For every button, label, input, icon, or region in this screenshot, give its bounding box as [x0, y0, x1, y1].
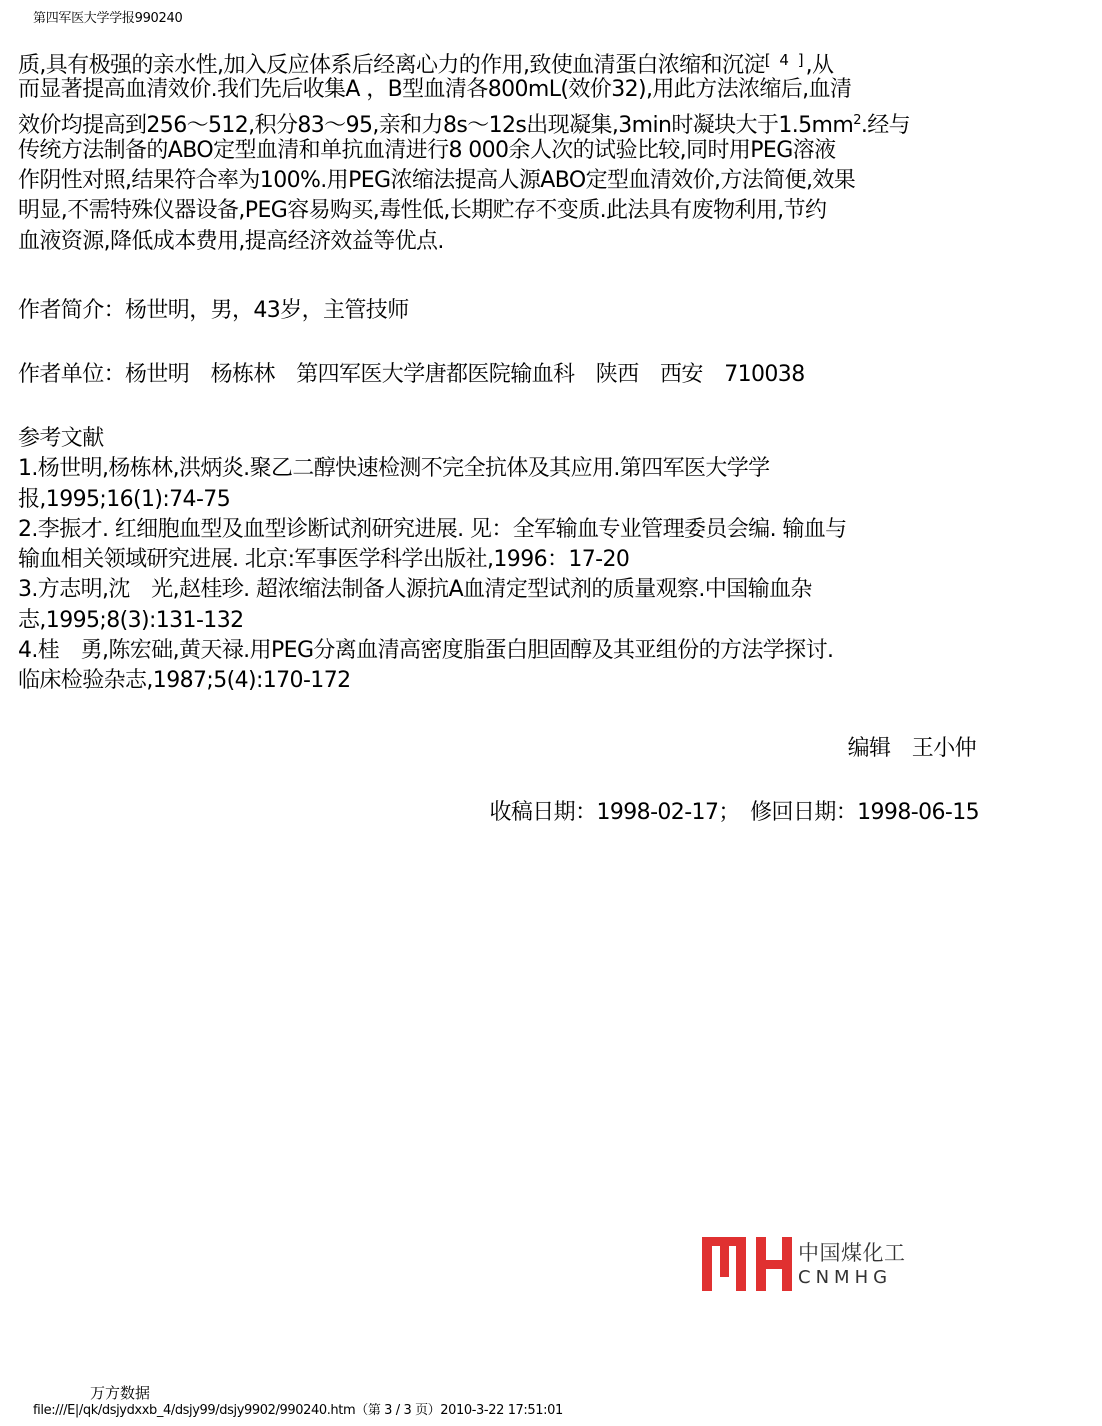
reference-line: 2.李振才. 红细胞血型及血型诊断试剂研究进展. 见：全军输血专业管理委员会编. 输血与 — [18, 516, 847, 542]
footer-file-path: file:///E|/qk/dsjydxxb_4/dsjy99/dsjy9902/990240.htm（第 3 / 3 页）2010-3-22 17:51:01 — [33, 1403, 563, 1418]
references-section — [18, 424, 993, 697]
author-unit: 作者单位：杨世明 杨栋林 第四军医大学唐都医院输血科 陕西 西安 710038 — [18, 362, 805, 387]
paragraph-line: 血液资源,降低成本费用,提高经济效益等优点. — [18, 228, 444, 254]
paragraph-line — [18, 45, 993, 78]
main-paragraph — [18, 45, 993, 257]
line-text-tail: .经与 — [860, 112, 911, 138]
reference-line: 输血相关领域研究进展. 北京:军事医学科学出版社,1996：17-20 — [18, 547, 630, 573]
paragraph-line: 而显著提高血清效价.我们先后收集A ，B型血清各800mL(效价32),用此方法浓缩后,血清 — [18, 77, 852, 103]
received-revised-dates: 收稿日期：1998-02-17； 修回日期：1998-06-15 — [489, 800, 979, 825]
reference-line: 临床检验杂志,1987;5(4):170-172 — [18, 668, 351, 694]
paragraph-line: 明显,不需特殊仪器设备,PEG容易购买,毒性低,长期贮存不变质.此法具有废物利用,节约 — [18, 198, 827, 224]
cnmhg-logo-icon — [702, 1233, 794, 1293]
paragraph-line: 传统方法制备的ABO定型血清和单抗血清进行8 000余人次的试验比较,同时用PEG溶液 — [18, 137, 836, 163]
footer-brand: 万方数据 — [90, 1384, 151, 1402]
page-header-title: 第四军医大学学报990240 — [33, 11, 183, 26]
line-text: 质,具有极强的亲水性,加入反应体系后经离心力的作用,致使血清蛋白浓缩和沉淀 — [18, 53, 765, 78]
line-text-tail: ,从 — [805, 53, 834, 78]
author-bio: 作者简介：杨世明，男，43岁，主管技师 — [18, 298, 409, 323]
cnmhg-logo — [702, 1233, 912, 1293]
reference-line: 1.杨世明,杨栋林,洪炳炎.聚乙二醇快速检测不完全抗体及其应用.第四军医大学学 — [18, 456, 770, 482]
references-heading: 参考文献 — [18, 426, 104, 451]
superscript: 2 — [853, 112, 861, 128]
paragraph-line — [18, 106, 993, 136]
line-text: 效价均提高到256～512,积分83～95,亲和力8s～12s出现凝集,3min时凝块大于1.5mm — [18, 112, 854, 138]
reference-line: 报,1995;16(1):74-75 — [18, 486, 231, 512]
citation-marker: [ 4 ] — [764, 51, 806, 69]
logo-chinese-text: 中国煤化工 — [798, 1241, 906, 1265]
editor-credit: 编辑 王小仲 — [847, 736, 976, 761]
reference-line: 3.方志明,沈 光,赵桂珍. 超浓缩法制备人源抗A血清定型试剂的质量观察.中国输血杂 — [18, 577, 812, 603]
logo-english-text: CNMHG — [798, 1267, 893, 1288]
reference-line: 4.桂 勇,陈宏础,黄天禄.用PEG分离血清高密度脂蛋白胆固醇及其亚组份的方法学探讨. — [18, 638, 834, 664]
reference-line: 志,1995;8(3):131-132 — [18, 607, 244, 633]
paragraph-line: 作阴性对照,结果符合率为100%.用PEG浓缩法提高人源ABO定型血清效价,方法简便,效果 — [18, 168, 856, 194]
